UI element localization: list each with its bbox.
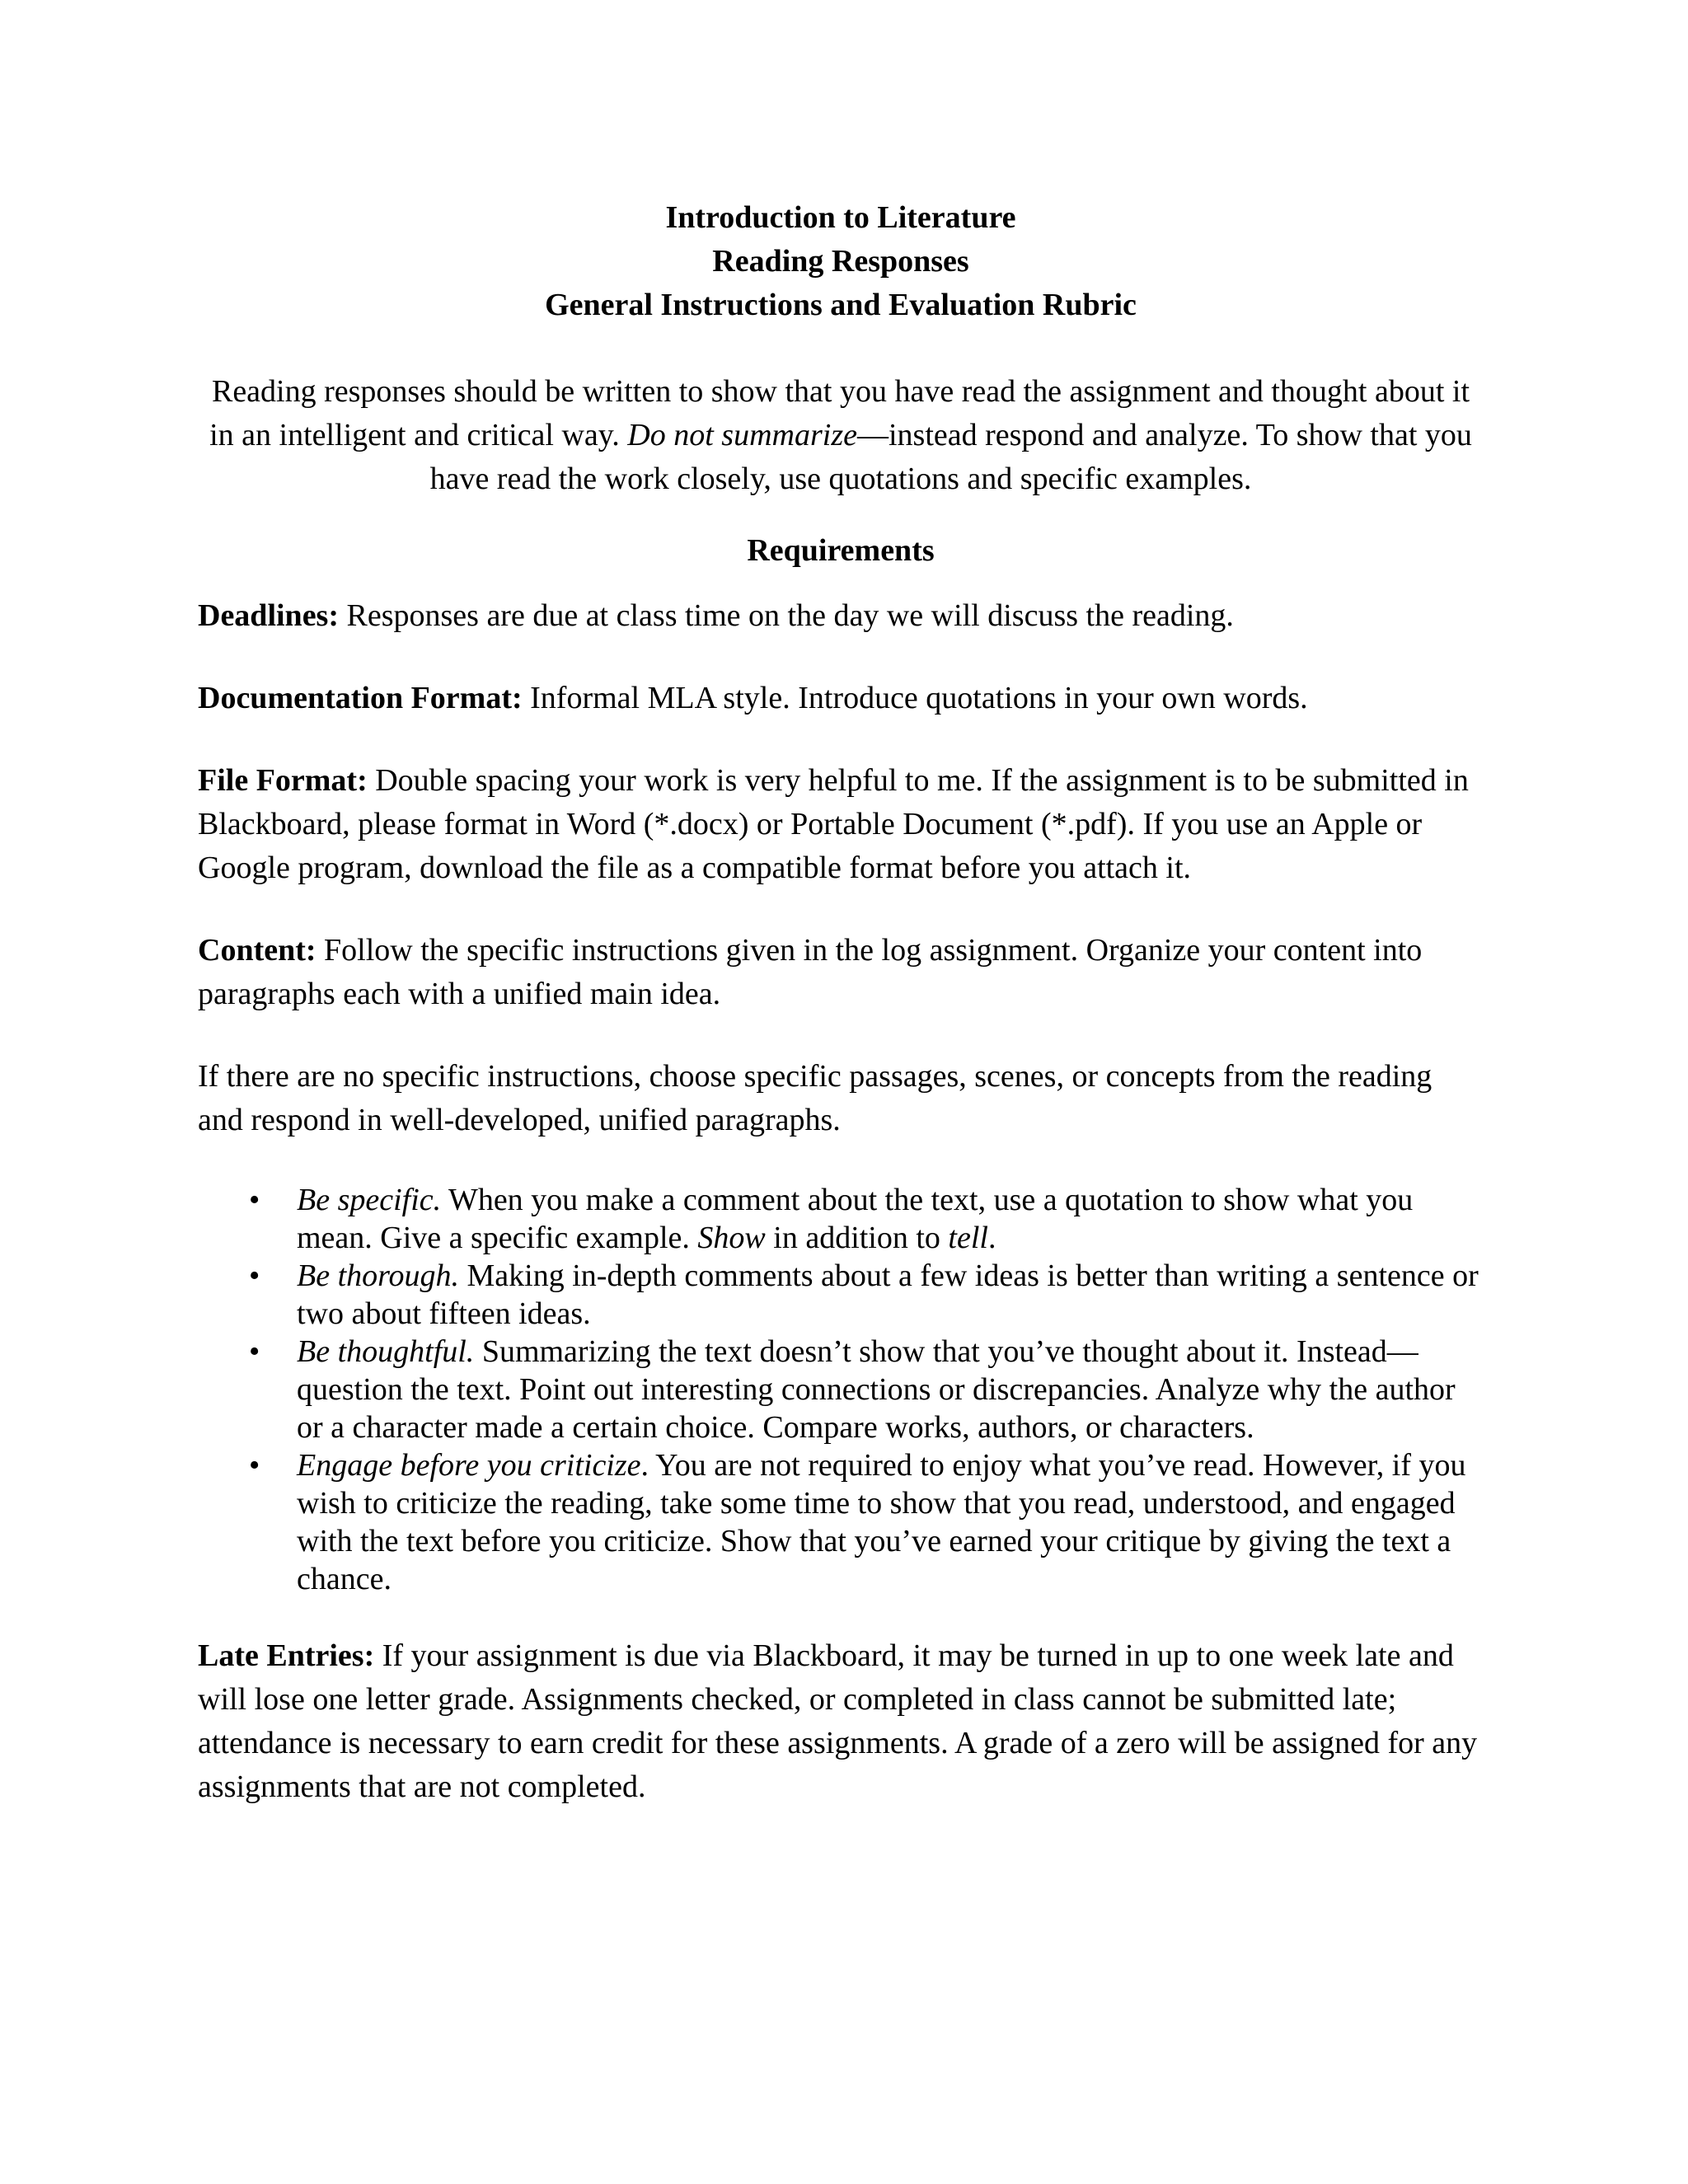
- course-title: Introduction to Literature: [665, 200, 1016, 235]
- bullet-glyph: •: [249, 1448, 260, 1483]
- list-item: • Be thorough. Making in-depth comments about a few ideas is better than writing a sentence or two about fifteen ideas.: [249, 1258, 1479, 1331]
- bullet-glyph: •: [249, 1334, 260, 1369]
- bullet-lead: Be specific.: [297, 1183, 442, 1217]
- document-page: [198, 196, 1484, 1809]
- documentation-paragraph: Documentation Format: Informal MLA style. Introduce quotations in your own words.: [198, 681, 1308, 715]
- requirements-heading: Requirements: [747, 533, 935, 568]
- documentation-label: Documentation Format:: [198, 681, 523, 715]
- list-item: • Be specific. When you make a comment about the text, use a quotation to show what you mean. Give a specific example. Show in addition to tell.: [249, 1183, 1414, 1255]
- list-item: • Be thoughtful. Summarizing the text doesn’t show that you’ve thought about it. Instead—question the text. Point out interesting connections or discrepancies. Analyze why the author or a character made a certain choice. Compare works, authors, or characters.: [249, 1334, 1456, 1445]
- deadlines-paragraph: Deadlines: Responses are due at class time on the day we will discuss the reading.: [198, 598, 1234, 633]
- file-format-paragraph: File Format: Double spacing your work is very helpful to me. If the assignment is to be submitted in Blackboard, please format in Word (*.docx) or Portable Document (*.pdf). If you use an Apple or Google program, download the file as a compatible format before you attach it.: [198, 763, 1469, 885]
- bullet-glyph: •: [249, 1258, 260, 1293]
- intro-paragraph: Reading responses should be written to show that you have read the assignment and thought about it in an intelligent and critical way. Do not summarize—instead respond and analyze. To show that you have read the work closely, use quotations and specific examples.: [209, 374, 1472, 496]
- document-title: [198, 196, 1484, 327]
- no-instructions-paragraph: If there are no specific instructions, choose specific passages, scenes, or concepts from the reading and respond in well-developed, unified paragraphs.: [198, 1059, 1432, 1137]
- assignment-title: Reading Responses: [712, 244, 969, 279]
- bullet-lead: Engage before you criticize: [297, 1448, 641, 1483]
- deadlines-label: Deadlines:: [198, 598, 339, 633]
- guidelines-list: [198, 1181, 1484, 1598]
- intro-emphasis: Do not summarize: [627, 418, 857, 452]
- bullet-lead: Be thorough.: [297, 1258, 460, 1293]
- content-paragraph: Content: Follow the specific instructions given in the log assignment. Organize your content into paragraphs each with a unified main idea.: [198, 933, 1423, 1011]
- late-entries-paragraph: Late Entries: If your assignment is due via Blackboard, it may be turned in up to one week late and will lose one letter grade. Assignments checked, or completed in class cannot be submitted late; attendance is necessary to earn credit for these assignments. A grade of a zero will be assigned for any assignments that are not completed.: [198, 1638, 1478, 1804]
- bullet-lead: Be thoughtful.: [297, 1334, 475, 1369]
- content-label: Content:: [198, 933, 316, 968]
- rubric-title: General Instructions and Evaluation Rubric: [545, 288, 1137, 322]
- list-item: • Engage before you criticize. You are not required to enjoy what you’ve read. However, if you wish to criticize the reading, take some time to show that you read, understood, and engaged with the text before you criticize. Show that you’ve earned your critique by giving the text a chance.: [249, 1448, 1466, 1596]
- file-format-label: File Format:: [198, 763, 368, 798]
- bullet-glyph: •: [249, 1183, 260, 1217]
- late-entries-label: Late Entries:: [198, 1638, 375, 1673]
